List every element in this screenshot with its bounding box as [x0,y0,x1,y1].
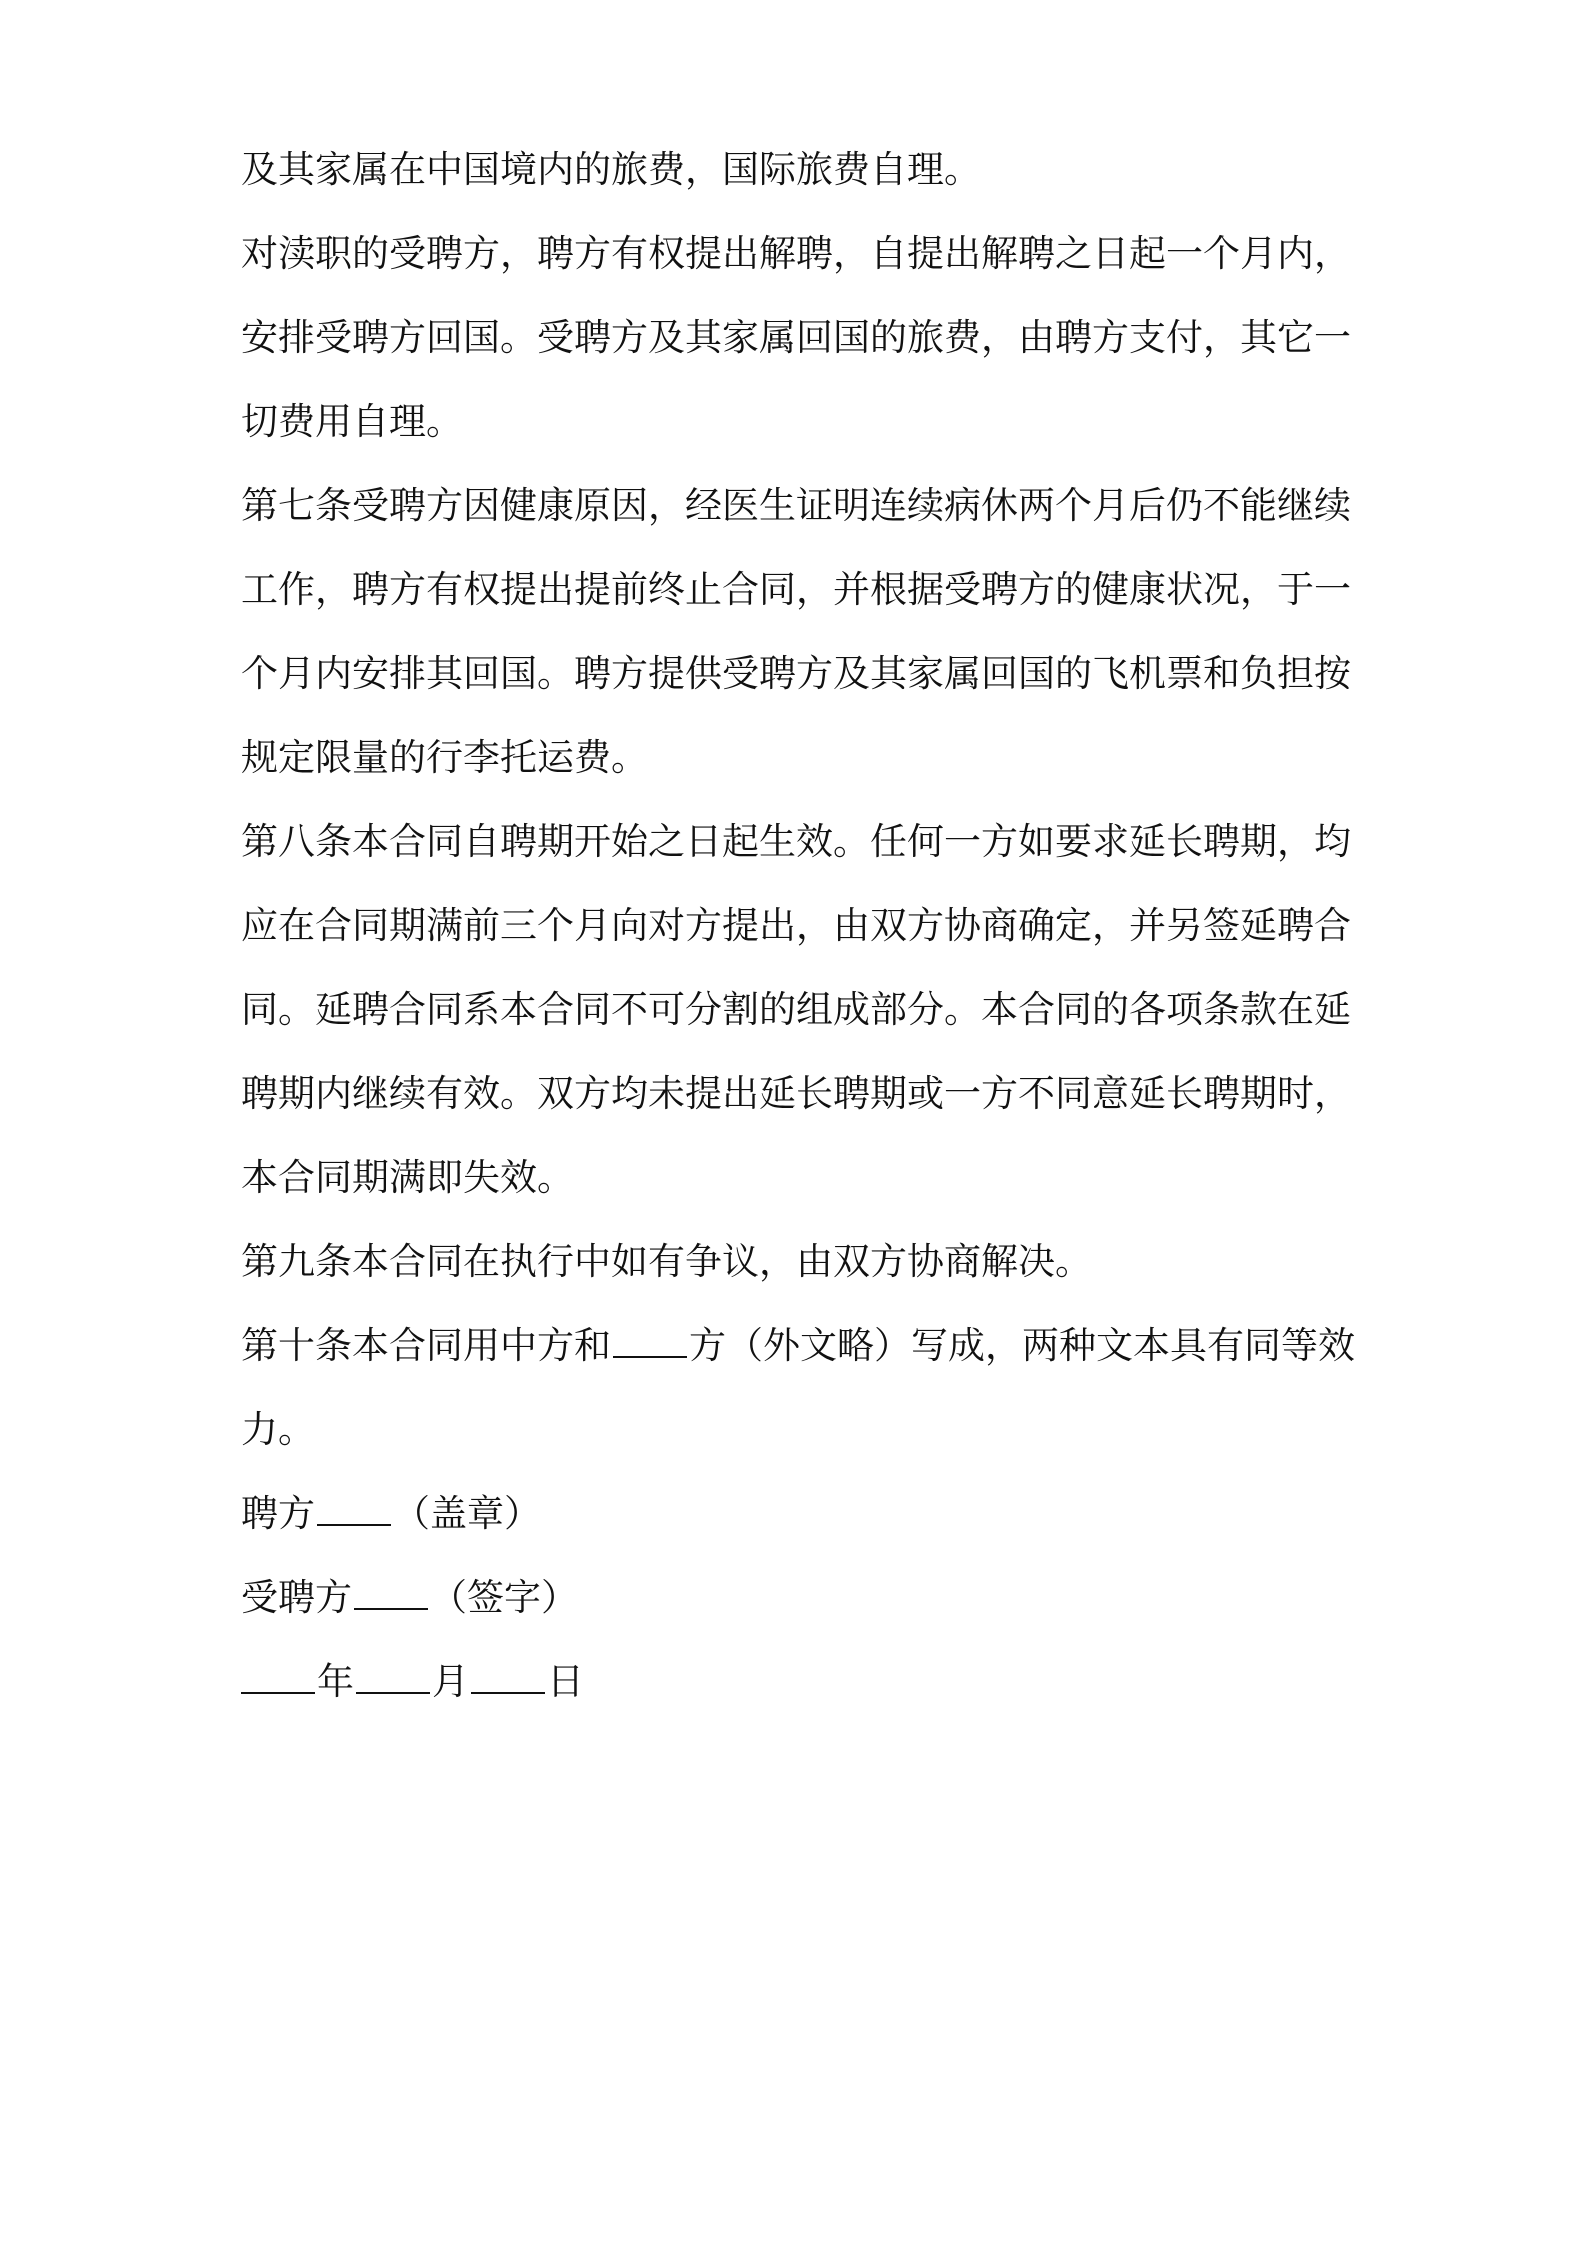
month-label: 月 [432,1660,469,1703]
text-line: 规定限量的行李托运费。 [241,736,648,779]
text-line [241,1472,1361,1556]
text-line: 同。延聘合同系本合同不可分割的组成部分。本合同的各项条款在延 [241,988,1351,1031]
text-line [241,1304,1361,1388]
paragraph-article-8 [241,800,1361,1220]
employer-seal-blank[interactable] [317,1494,391,1526]
text-line: 工作，聘方有权提出提前终止合同，并根据受聘方的健康状况，于一 [241,568,1351,611]
paragraph-travel-expenses [241,128,1361,212]
text-line: 个月内安排其回国。聘方提供受聘方及其家属回国的飞机票和负担按 [241,652,1351,695]
day-label: 日 [547,1660,584,1703]
text-line [241,1640,1361,1724]
document-body [241,128,1361,1724]
text-line [241,1556,1361,1640]
signature-employee [241,1556,1361,1640]
employer-label: 聘方 [241,1492,315,1535]
text-line: 对渎职的受聘方，聘方有权提出解聘，自提出解聘之日起一个月内， [241,232,1351,275]
text-line: 第九条本合同在执行中如有争议，由双方协商解决。 [241,1240,1092,1283]
text-line: 切费用自理。 [241,400,463,443]
text-line: 第七条受聘方因健康原因，经医生证明连续病休两个月后仍不能继续 [241,484,1351,527]
text-line: 安排受聘方回国。受聘方及其家属回国的旅费，由聘方支付，其它一 [241,316,1351,359]
employee-label: 受聘方 [241,1576,352,1619]
signature-employer [241,1472,1361,1556]
text-line: 第八条本合同自聘期开始之日起生效。任何一方如要求延长聘期，均 [241,820,1351,863]
article-10-text-start: 第十条本合同用中方和 [241,1324,611,1367]
employer-note: （盖章） [393,1492,541,1535]
text-line: 本合同期满即失效。 [241,1156,574,1199]
month-blank[interactable] [356,1662,430,1694]
article-10-text-end: 方（外文略）写成，两种文本具有同等效 [689,1324,1355,1367]
paragraph-dereliction-dismissal [241,212,1361,464]
paragraph-article-9 [241,1220,1361,1304]
language-blank[interactable] [613,1326,687,1358]
day-blank[interactable] [471,1662,545,1694]
paragraph-article-10 [241,1304,1361,1472]
text-line: 聘期内继续有效。双方均未提出延长聘期或一方不同意延长聘期时， [241,1072,1351,1115]
year-label: 年 [317,1660,354,1703]
date-line [241,1640,1361,1724]
employee-signature-blank[interactable] [354,1578,428,1610]
text-line: 力。 [241,1408,315,1451]
text-line: 应在合同期满前三个月向对方提出，由双方协商确定，并另签延聘合 [241,904,1351,947]
year-blank[interactable] [241,1662,315,1694]
employee-note: （签字） [430,1576,578,1619]
paragraph-article-7 [241,464,1361,800]
text-line: 及其家属在中国境内的旅费，国际旅费自理。 [241,148,981,191]
